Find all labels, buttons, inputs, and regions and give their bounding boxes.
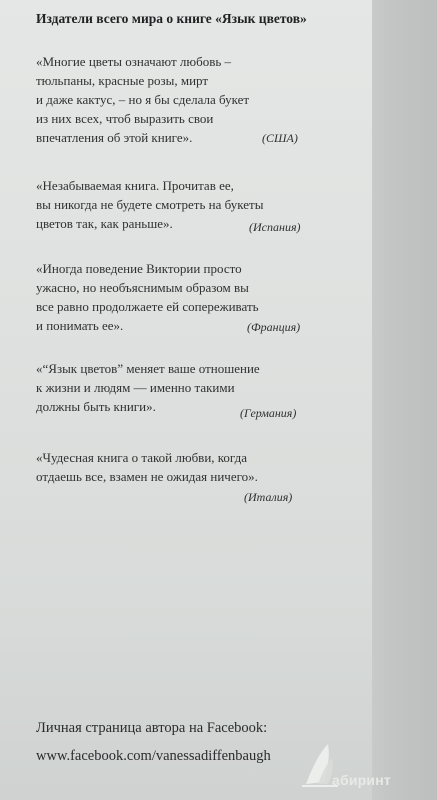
- country-germany: (Германия): [240, 406, 297, 420]
- quote-germany: [36, 359, 260, 416]
- country-france: (Франция): [247, 320, 301, 334]
- country-usa: (США): [262, 131, 298, 145]
- quote-line: вы никогда не будете смотреть на букеты: [36, 197, 264, 212]
- quote-line: из них всех, чтоб выразить свои: [36, 111, 214, 126]
- country-italy: (Италия): [244, 490, 293, 504]
- quote-usa: [36, 52, 249, 147]
- watermark-text: абиринт: [332, 772, 391, 788]
- facebook-url[interactable]: www.facebook.com/vanessadiffenbaugh: [36, 748, 271, 764]
- quote-line: «Иногда поведение Виктории просто: [36, 261, 242, 276]
- quote-line: тюльпаны, красные розы, мирт: [36, 73, 209, 88]
- quote-line: цветов так, как раньше».: [36, 216, 173, 231]
- quote-italy: [36, 448, 258, 486]
- quote-line: ужасно, но необъяснимым образом вы: [36, 280, 249, 295]
- quote-line: «Незабываемая книга. Прочитав ее,: [36, 178, 234, 193]
- quote-line: «Многие цветы означают любовь –: [36, 54, 232, 69]
- facebook-label: Личная страница автора на Facebook:: [36, 720, 268, 736]
- quote-line: к жизни и людям — именно такими: [36, 380, 235, 395]
- quote-spain: [36, 176, 263, 233]
- quote-line: должны быть книги».: [36, 399, 156, 414]
- quote-line: «Чудесная книга о такой любви, когда: [36, 450, 248, 465]
- country-spain: (Испания): [249, 220, 301, 234]
- quote-line: все равно продолжаете ей сопереживать: [36, 299, 259, 314]
- quote-line: «“Язык цветов” меняет ваше отношение: [36, 361, 260, 376]
- quote-france: [36, 259, 259, 335]
- quote-line: отдаешь все, взамен не ожидая ничего».: [36, 469, 258, 484]
- page-heading: Издатели всего мира о книге «Язык цветов»: [36, 11, 307, 26]
- quote-line: и даже кактус, – но я бы сделала букет: [36, 92, 250, 107]
- quote-line: впечатления об этой книге».: [36, 130, 193, 145]
- page-edge: [372, 0, 437, 800]
- quote-line: и понимать ее».: [36, 318, 124, 333]
